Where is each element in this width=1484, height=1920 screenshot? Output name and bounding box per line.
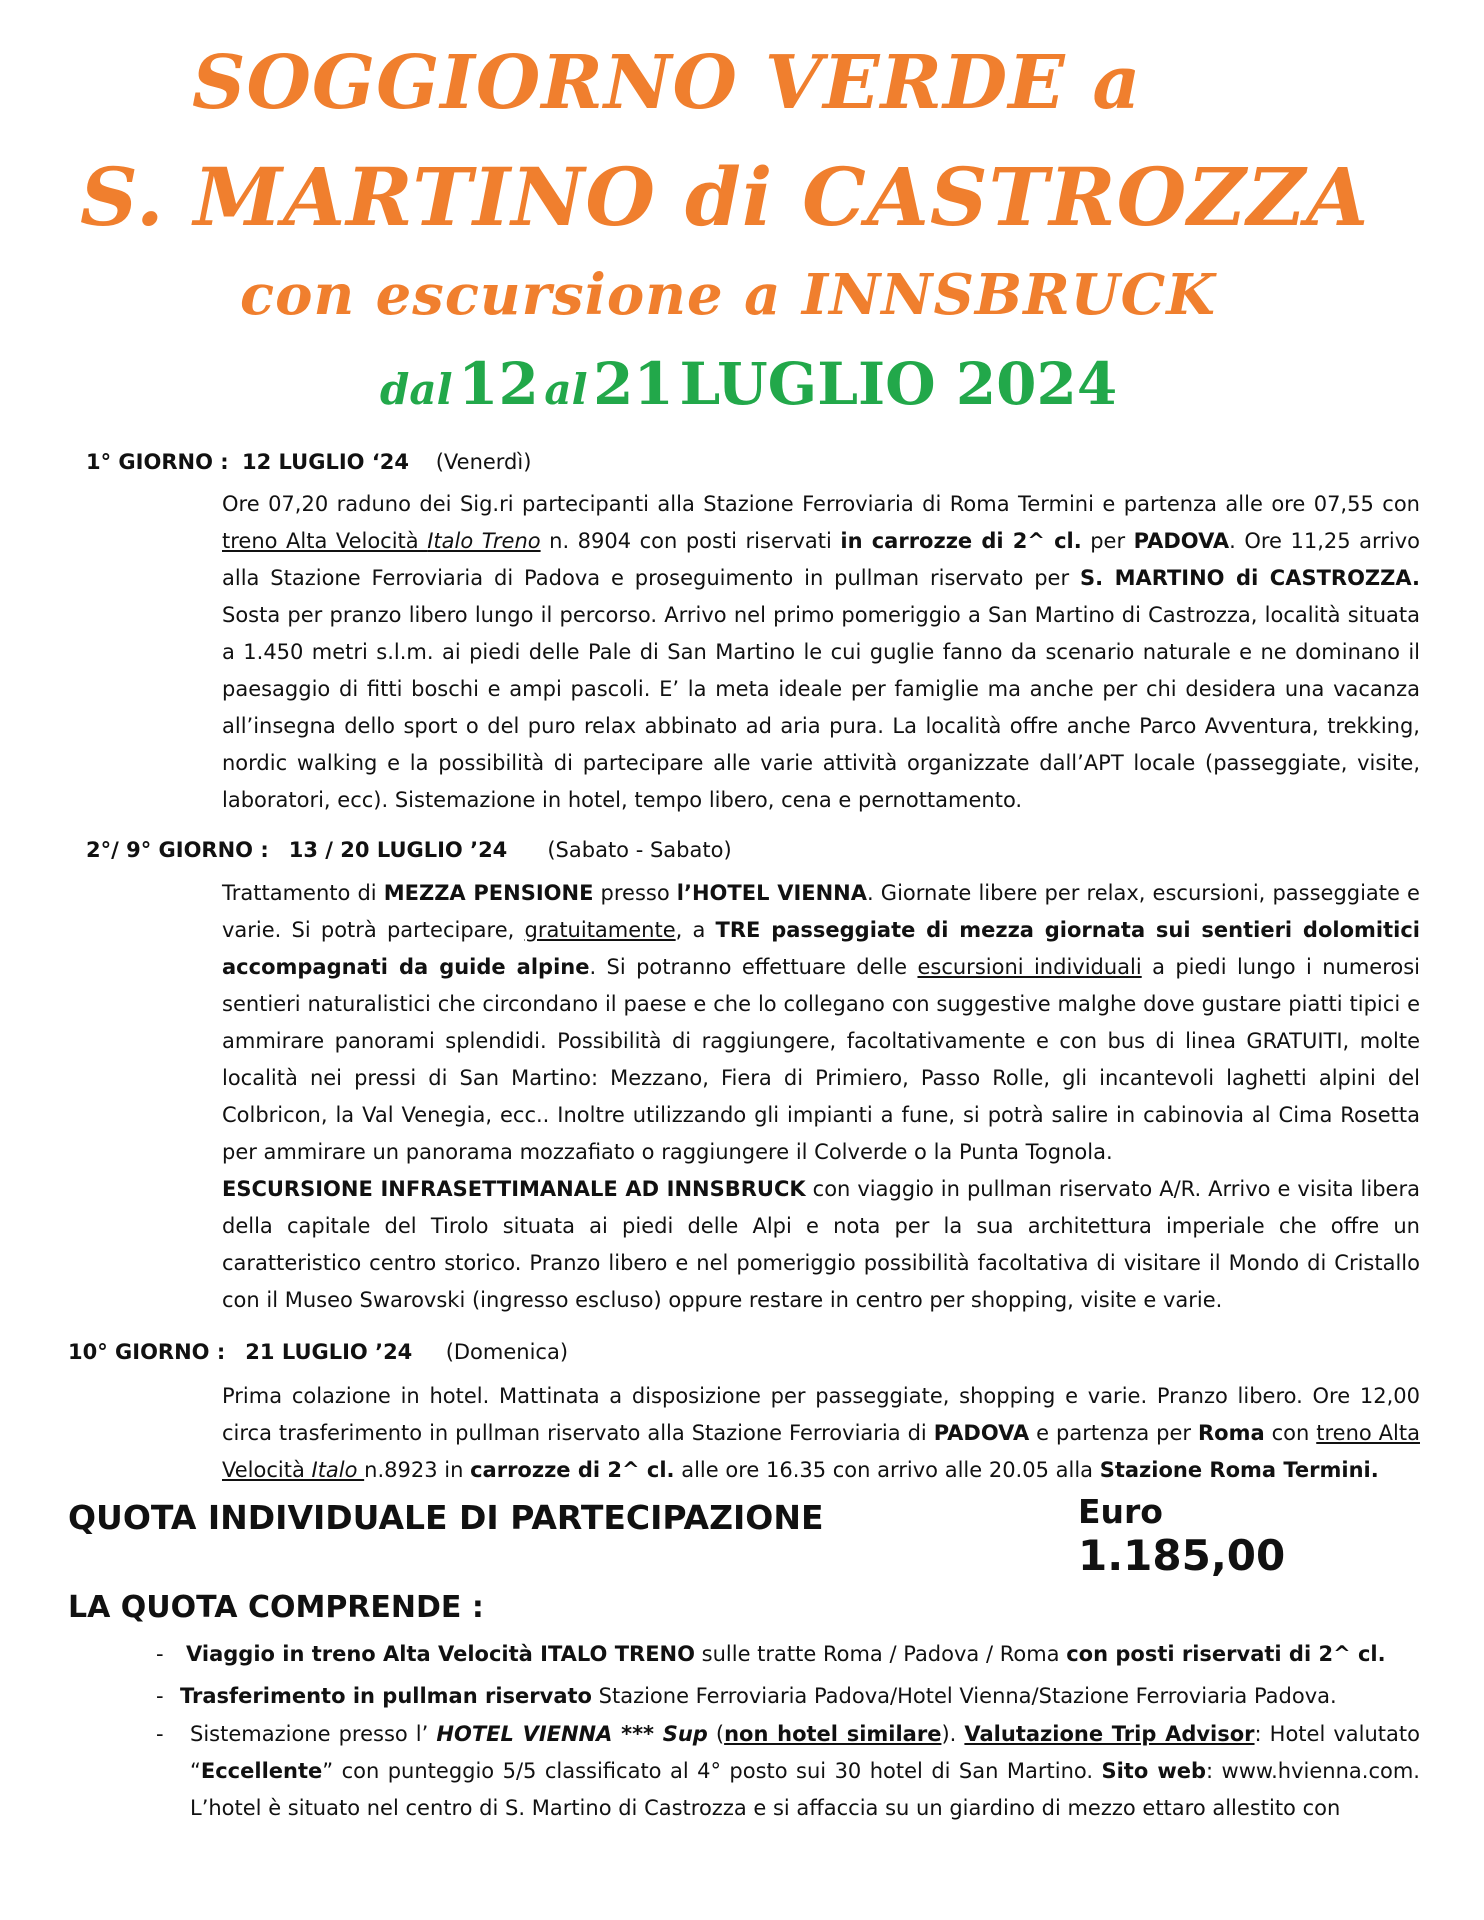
day2-label: 2°/ 9° GIORNO :	[86, 838, 269, 862]
price-amount: 1.185,00	[1078, 1531, 1286, 1580]
list-dash: -	[156, 1722, 164, 1746]
day10-description: Prima colazione in hotel. Mattinata a disposizione per passeggiate, shopping e varie. Pranzo libero. Ore 12,00 circa trasferimento in pullman riservato alla Stazione Ferroviaria di PADOVA e partenza per Roma con treno Alta Velocità Italo n.8923 in carrozze di 2^ cl. alle ore 16.35 con arrivo alle 20.05 alla Stazione Roma Termini.	[222, 1384, 1420, 1482]
day1-weekday: (Venerdì)	[435, 450, 532, 474]
day2-description: Trattamento di MEZZA PENSIONE presso l’HOTEL VIENNA. Giornate libere per relax, escursioni, passeggiate e varie. Si potrà partecipare, gratuitamente, a TRE passeggiate di mezza giornata sui sentieri dolomitici accompagnati da guide alpine. Si potranno effettuare delle escursioni individuali a piedi lungo i numerosi sentieri naturalistici che circondano il paese e che lo collegano con suggestive malghe dove gustare piatti tipici e ammirare panorami splendidi. Possibilità di raggiungere, facoltativamente e con bus di linea GRATUITI, molte località nei pressi di San Martino: Mezzano, Fiera di Primiero, Passo Rolle, gli incantevoli laghetti alpini del Colbricon, la Val Venegia, ecc.. Inoltre utilizzando gli impianti a fune, si potrà salire in cabinovia al Cima Rosetta per ammirare un panorama mozzafiato o raggiungere il Colverde o la Punta Tognola. ESCURSIONE INFRASETTIMANALE AD INNSBRUCK con viaggio in pullman riservato A/R. Arrivo e visita libera della capitale del Tirolo situata ai piedi delle Alpi e nota per la sua architettura imperiale che offre un caratteristico centro storico. Pranzo libero e nel pomeriggio possibilità facoltativa di visitare il Mondo di Cristallo con il Museo Swarovski (ingresso escluso) oppure restare in centro per shopping, visite e varie.	[222, 881, 1420, 1312]
title-line-2: S. MARTINO di CASTROZZA	[80, 150, 1370, 244]
day10-date: 21 LUGLIO ’24	[245, 1340, 413, 1364]
day10-label: 10° GIORNO :	[68, 1340, 226, 1364]
price-row	[68, 1492, 1398, 1580]
includes-heading: LA QUOTA COMPRENDE :	[68, 1590, 484, 1625]
price-currency: Euro	[1078, 1492, 1163, 1531]
title-dates	[380, 350, 1117, 418]
day10-weekday: (Domenica)	[445, 1340, 569, 1364]
price-label: QUOTA INDIVIDUALE DI PARTECIPAZIONE	[68, 1498, 824, 1537]
dates-start-day: 12	[458, 350, 539, 418]
day2-date: 13 / 20 LUGLIO ’24	[288, 838, 508, 862]
dates-end-day: 21	[593, 350, 674, 418]
dates-al: al	[544, 365, 588, 414]
list-dash: -	[156, 1642, 164, 1666]
dates-dal: dal	[380, 365, 453, 414]
price-value	[1078, 1492, 1398, 1580]
title-line-1: SOGGIORNO VERDE a	[192, 40, 1142, 126]
day2-header	[86, 838, 732, 862]
dates-month-year: LUGLIO 2024	[679, 350, 1118, 418]
day1-header	[86, 450, 531, 474]
day1-date: 12 LUGLIO ‘24	[242, 450, 410, 474]
day2-weekday: (Sabato - Sabato)	[547, 838, 732, 862]
day1-description: Ore 07,20 raduno dei Sig.ri partecipanti alla Stazione Ferroviaria di Roma Termini e partenza alle ore 07,55 con treno Alta Velocità Italo Treno n. 8904 con posti riservati in carrozze di 2^ cl. per PADOVA. Ore 11,25 arrivo alla Stazione Ferroviaria di Padova e proseguimento in pullman riservato per S. MARTINO di CASTROZZA. Sosta per pranzo libero lungo il percorso. Arrivo nel primo pomeriggio a San Martino di Castrozza, località situata a 1.450 metri s.l.m. ai piedi delle Pale di San Martino le cui guglie fanno da scenario naturale e ne dominano il paesaggio di fitti boschi e ampi pascoli. E’ la meta ideale per famiglie ma anche per chi desidera una vacanza all’insegna dello sport o del puro relax abbinato ad aria pura. La località offre anche Parco Avventura, trekking, nordic walking e la possibilità di partecipare alle varie attività organizzate dall’APT locale (passeggiate, visite, laboratori, ecc). Sistemazione in hotel, tempo libero, cena e pernottamento.	[222, 492, 1421, 812]
title-line-3: con escursione a INNSBRUCK	[240, 262, 1216, 328]
day10-header	[68, 1340, 568, 1364]
list-dash: -	[156, 1684, 164, 1708]
day1-label: 1° GIORNO :	[86, 450, 229, 474]
